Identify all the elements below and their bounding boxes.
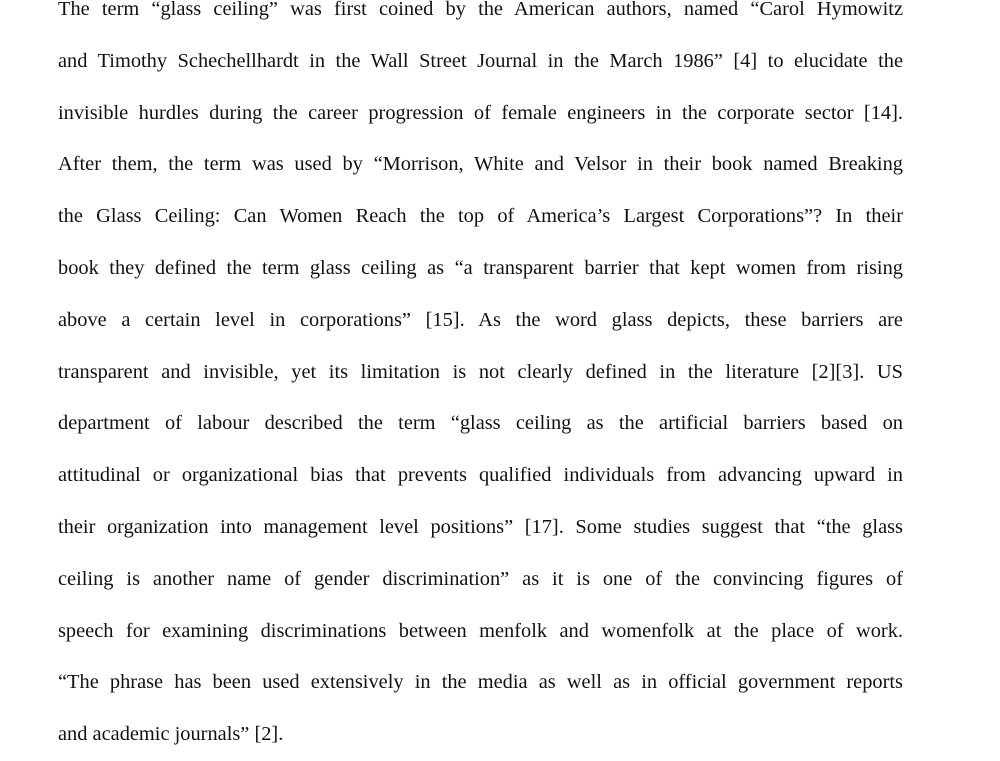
paragraph-line: attitudinal or organizational bias that prevents qualified individuals from advancing upward in [58, 464, 903, 487]
paragraph-line: and Timothy Schechellhardt in the Wall Street Journal in the March 1986” [4] to elucidate the [58, 49, 903, 72]
paragraph-line: After them, the term was used by “Morrison, White and Velsor in their book named Breaking [58, 153, 903, 176]
paragraph [58, 0, 903, 761]
paragraph-line: and academic journals” [2]. [58, 723, 284, 746]
paragraph-line: The term “glass ceiling” was first coined by the American authors, named “Carol Hymowitz [58, 0, 903, 20]
paragraph-line: transparent and invisible, yet its limitation is not clearly defined in the literature [2][3]. US [58, 360, 903, 383]
paragraph-line: the Glass Ceiling: Can Women Reach the top of America’s Largest Corporations”? In their [58, 205, 903, 228]
paragraph-line: speech for examining discriminations between menfolk and womenfolk at the place of work. [58, 619, 903, 642]
paragraph-line: their organization into management level positions” [17]. Some studies suggest that “the glass [58, 515, 903, 538]
paragraph-line: department of labour described the term “glass ceiling as the artificial barriers based on [58, 412, 903, 435]
paragraph-line: ceiling is another name of gender discrimination” as it is one of the convincing figures of [58, 567, 903, 590]
paragraph-line: invisible hurdles during the career progression of female engineers in the corporate sector [14]. [58, 101, 903, 124]
paragraph-line: book they defined the term glass ceiling as “a transparent barrier that kept women from rising [58, 256, 903, 279]
paragraph-line: “The phrase has been used extensively in the media as well as in official government reports [58, 671, 903, 694]
paragraph-line: above a certain level in corporations” [15]. As the word glass depicts, these barriers are [58, 308, 903, 331]
